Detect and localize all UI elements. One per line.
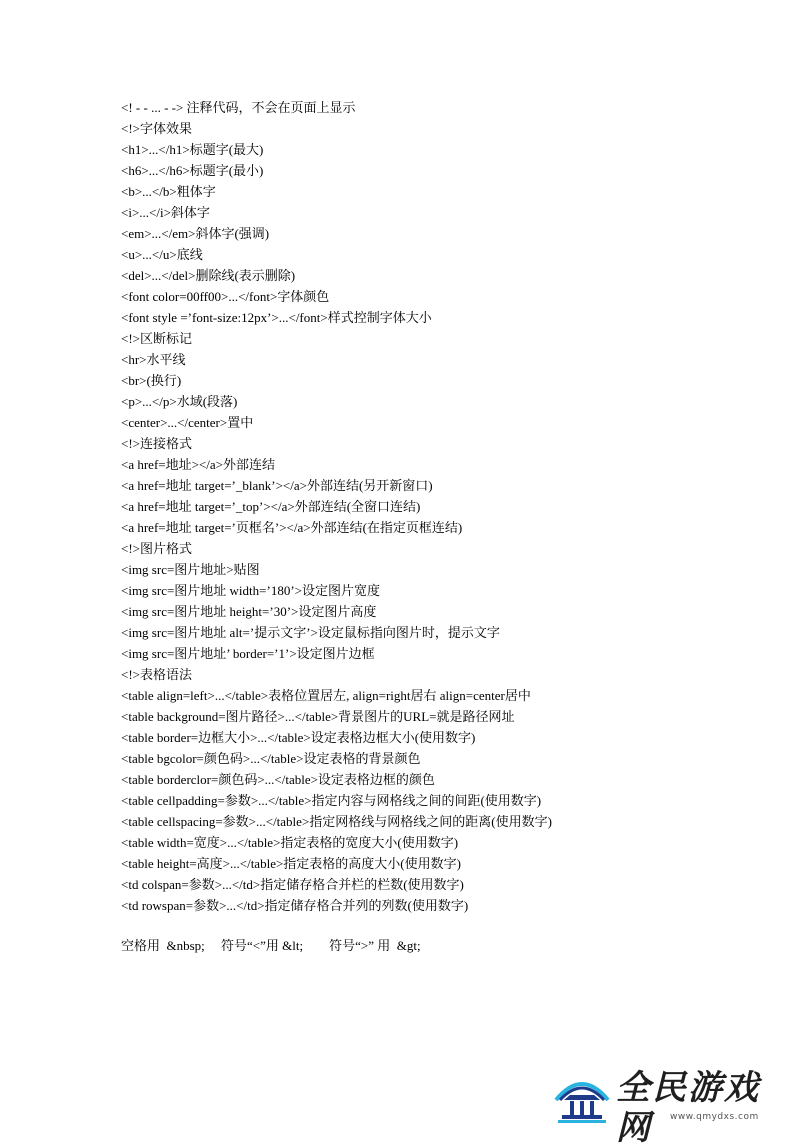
- doc-line: <table cellpadding=参数>...</table>指定内容与网格线之间的间距(使用数字): [121, 793, 542, 808]
- doc-line: <table align=left>...</table>表格位置居左, align=right居右 align=center居中: [121, 688, 531, 703]
- doc-line: <h6>...</h6>标题字(最小): [121, 163, 264, 178]
- doc-line: <a href=地址 target=’_top’></a>外部连结(全窗口连结): [121, 499, 421, 514]
- doc-line: <table background=图片路径>...</table>背景图片的URL=就是路径网址: [121, 709, 515, 724]
- doc-line: <p>...</p>水域(段落): [121, 394, 238, 409]
- doc-line: <table borderclor=颜色码>...</table>设定表格边框的颜色: [121, 772, 435, 787]
- doc-line: <table cellspacing=参数>...</table>指定网格线与网格线之间的距离(使用数字): [121, 814, 552, 829]
- doc-line: <table width=宽度>...</table>指定表格的宽度大小(使用数字): [121, 835, 459, 850]
- doc-line: <!>表格语法: [121, 667, 192, 682]
- doc-line: <h1>...</h1>标题字(最大): [121, 142, 264, 157]
- doc-line: <table bgcolor=颜色码>...</table>设定表格的背景颜色: [121, 751, 421, 766]
- doc-line: <td rowspan=参数>...</td>指定储存格合并列的列数(使用数字): [121, 898, 469, 913]
- doc-line: <img src=图片地址’ border=’1’>设定图片边框: [121, 646, 375, 661]
- doc-line: <img src=图片地址>贴图: [121, 562, 260, 577]
- watermark-site-url: www.qmydxs.com: [670, 1112, 759, 1122]
- doc-line: <b>...</b>粗体字: [121, 184, 216, 199]
- doc-line: <img src=图片地址 height=’30’>设定图片高度: [121, 604, 377, 619]
- doc-line: <hr>水平线: [121, 352, 186, 367]
- watermark-site-name: 全民游戏网: [616, 1068, 760, 1148]
- doc-line: <font color=00ff00>...</font>字体颜色: [121, 289, 330, 304]
- doc-line: <table border=边框大小>...</table>设定表格边框大小(使用数字): [121, 730, 476, 745]
- doc-line: <!>连接格式: [121, 436, 192, 451]
- doc-line: <a href=地址 target=’_blank’></a>外部连结(另开新窗口): [121, 478, 433, 493]
- doc-line: <br>(换行): [121, 373, 182, 388]
- doc-line: <!>区断标记: [121, 331, 192, 346]
- doc-line: <u>...</u>底线: [121, 247, 203, 262]
- doc-line: <img src=图片地址 width=’180’>设定图片宽度: [121, 583, 380, 598]
- doc-line: <center>...</center>置中: [121, 415, 254, 430]
- doc-line: <!>字体效果: [121, 121, 192, 136]
- doc-line: <! - - ... - -> 注释代码，不会在页面上显示: [121, 100, 356, 115]
- doc-line: <a href=地址></a>外部连结: [121, 457, 275, 472]
- doc-line: <!>图片格式: [121, 541, 192, 556]
- entity-note: 空格用 &nbsp; 符号“<”用 &lt; 符号“>” 用 &gt;: [121, 938, 421, 953]
- doc-line: <i>...</i>斜体字: [121, 205, 210, 220]
- doc-line: <td colspan=参数>...</td>指定储存格合并栏的栏数(使用数字): [121, 877, 464, 892]
- pagoda-logo-icon: [550, 1070, 614, 1126]
- doc-line: <em>...</em>斜体字(强调): [121, 226, 270, 241]
- doc-line: <img src=图片地址 alt=’提示文字’>设定鼠标指向图片时，提示文字: [121, 625, 500, 640]
- doc-line: <a href=地址 target=’页框名’></a>外部连结(在指定页框连结): [121, 520, 463, 535]
- document-body: [121, 97, 761, 916]
- doc-line: <del>...</del>删除线(表示删除): [121, 268, 296, 283]
- doc-line: <font style =’font-size:12px’>...</font>样式控制字体大小: [121, 310, 432, 325]
- doc-line: <table height=高度>...</table>指定表格的高度大小(使用数字): [121, 856, 461, 871]
- site-watermark: [550, 1066, 795, 1148]
